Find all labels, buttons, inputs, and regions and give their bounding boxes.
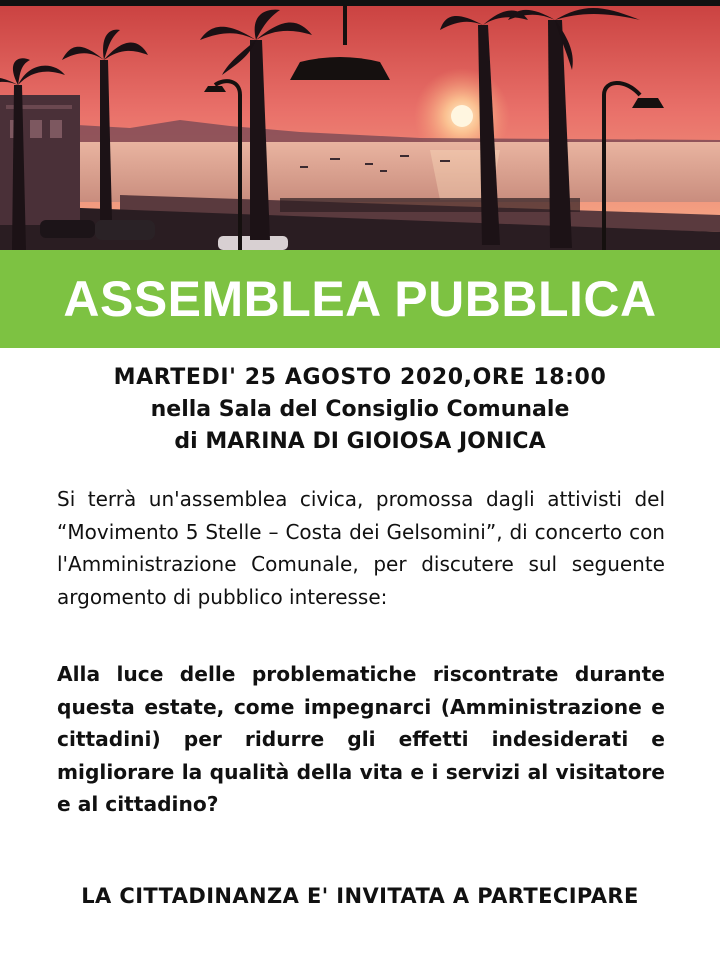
sunset-beach-photo (0, 0, 720, 250)
event-venue: nella Sala del Consiglio Comunale (150, 397, 570, 422)
topic-paragraph: Alla luce delle problematiche riscontrate durante questa estate, come impegnarci (Amministrazione e cittadini) per ridurre gli effetti indesiderati e migliorare la qualità della vita e i servizi al visitatore e al cittadino? (57, 662, 665, 816)
footer-invitation: LA CITTADINANZA E' INVITATA A PARTECIPARE (81, 884, 639, 908)
event-date-time: MARTEDI' 25 AGOSTO 2020,ORE 18:00 (113, 365, 607, 390)
event-town: di MARINA DI GIOIOSA JONICA (174, 429, 546, 454)
event-details (0, 362, 720, 458)
banner-title: ASSEMBLEA PUBBLICA (63, 271, 657, 327)
intro-paragraph: Si terrà un'assemblea civica, promossa dagli attivisti del “Movimento 5 Stelle – Costa dei Gelsomini”, di concerto con l'Amministrazione Comunale, per discutere sul seguente argomento di pubblico interesse: (57, 487, 665, 609)
title-banner (0, 250, 720, 348)
